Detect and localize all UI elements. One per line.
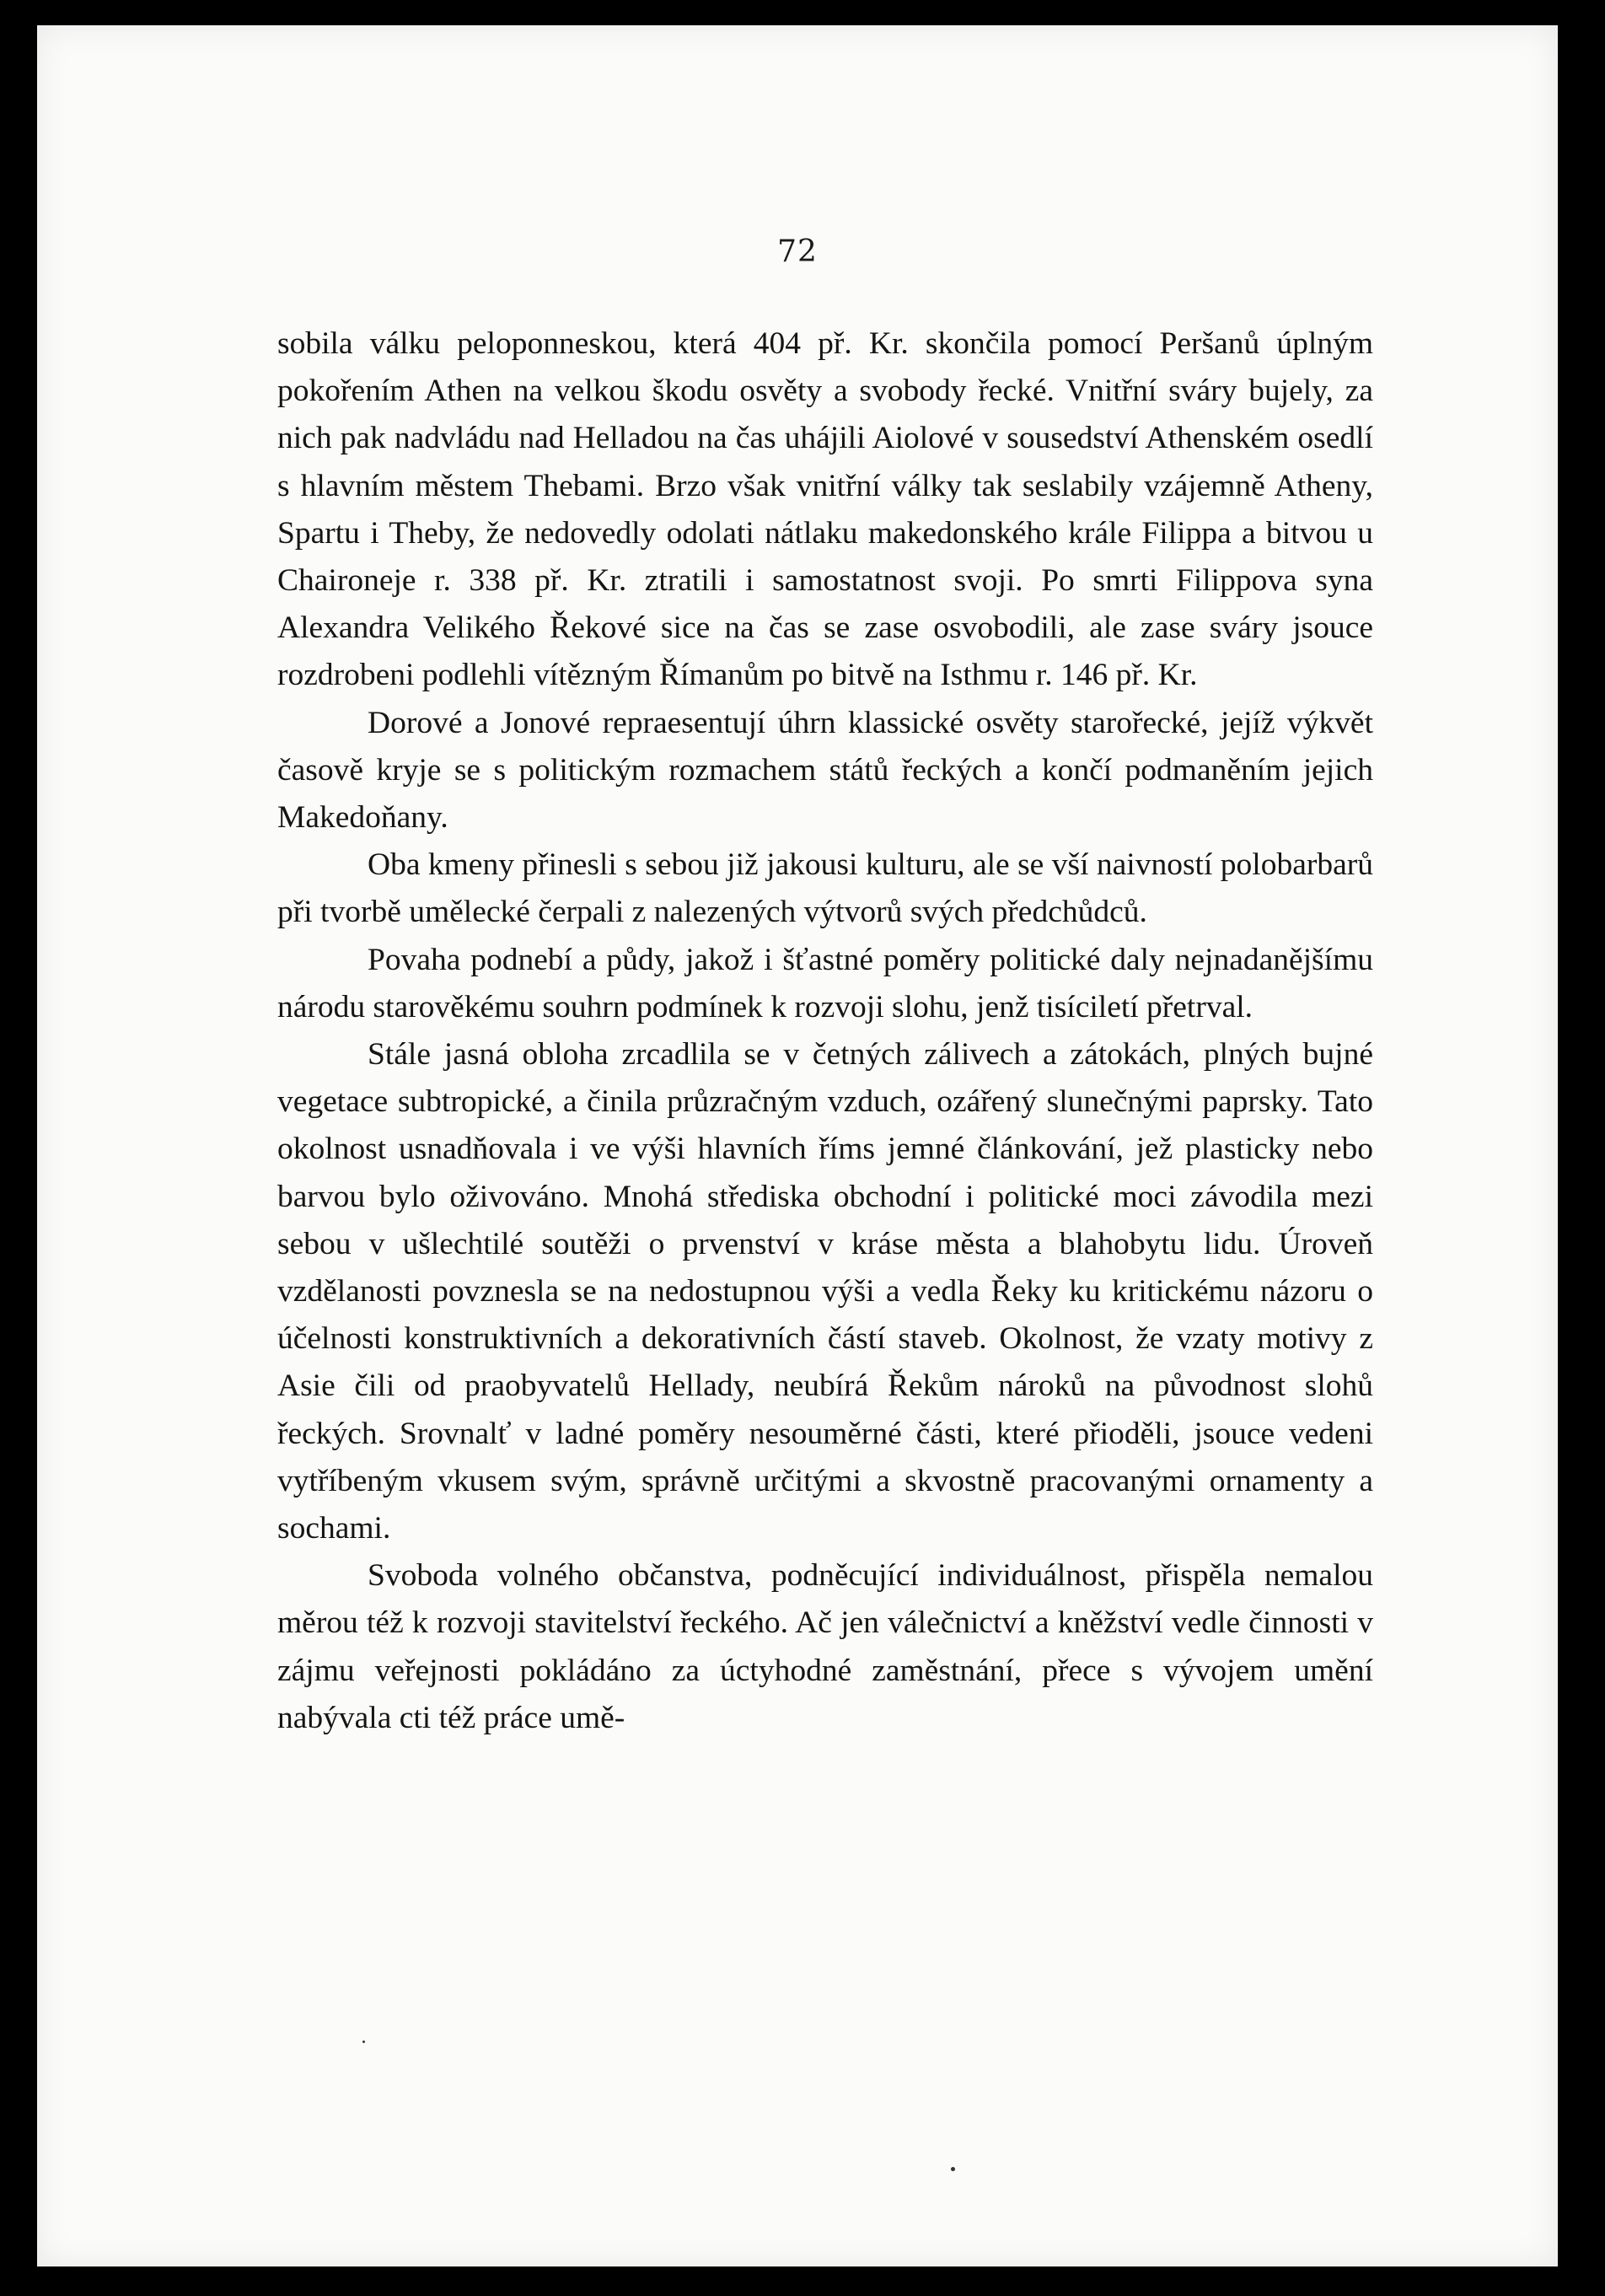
page-number: 72 [777,234,818,269]
paper-speck [362,2041,365,2043]
paragraph-6: Svoboda volného občanstva, podněcující individuálnost, přispěla nemalou měrou též k rozvoji stavitelství řeckého. Ač jen válečnictví a kněžství vedle činnosti v zájmu veřejnosti pokládáno za úctyhodné zaměstnání, přece s vývojem umění nabývala cti též práce umě- [277,1558,1373,1735]
body-text [277,320,1373,1742]
book-page [37,25,1558,2266]
paragraph-3: Oba kmeny přinesli s sebou již jakousi kulturu, ale se vší naivností polobarbarů při tvorbě umělecké čerpali z nalezených výtvorů svých předchůdců. [277,847,1373,930]
paragraph-1: sobila válku peloponneskou, která 404 př. Kr. skončila pomocí Peršanů úplným pokořením Athen na velkou škodu osvěty a svobody řecké. Vnitřní sváry bujely, za nich pak nadvládu nad Helladou na čas uhájili Aiolové v sousedství Athenském osedlí s hlavním městem Thebami. Brzo však vnitřní války tak seslabily vzájemně Atheny, Spartu i Theby, že nedovedly odolati nátlaku makedonského krále Filippa a bitvou u Chaironeje r. 338 př. Kr. ztratili i samostatnost svoji. Po smrti Filippova syna Alexandra Velikého Řekové sice na čas se zase osvobodili, ale zase sváry jsouce rozdrobeni podlehli vítězným Římanům po bitvě na Isthmu r. 146 př. Kr. [277,326,1373,693]
paper-speck [951,2167,955,2171]
paragraph-4: Povaha podnebí a půdy, jakož i šťastné poměry politické daly nejnadanějšímu národu starověkému souhrn podmínek k rozvoji slohu, jenž tisíciletí přetrval. [277,942,1373,1024]
paragraph-5: Stále jasná obloha zrcadlila se v četných zálivech a zátokách, plných bujné vegetace subtropické, a činila průzračným vzduch, ozářený slunečnými paprsky. Tato okolnost usnadňovala i ve výši hlavních říms jemné článkování, jež plasticky nebo barvou bylo oživováno. Mnohá střediska obchodní i politické moci závodila mezi sebou v ušlechtilé soutěži o prvenství v kráse města a blahobytu lidu. Úroveň vzdělanosti povznesla se na nedostupnou výši a vedla Řeky ku kritickému názoru o účelnosti konstruktivních a dekorativních částí staveb. Okolnost, že vzaty motivy z Asie čili od praobyvatelů Hellady, neubírá Řekům nároků na původnost slohů řeckých. Srovnalť v ladné poměry nesouměrné části, které přioděli, jsouce vedeni vytříbeným vkusem svým, správně určitými a skvostně pracovanými ornamenty a sochami. [277,1037,1373,1546]
paragraph-2: Dorové a Jonové repraesentují úhrn klassické osvěty starořecké, jejíž výkvět časově kryje se s politickým rozmachem států řeckých a končí podmaněním jejich Makedoňany. [277,705,1373,836]
